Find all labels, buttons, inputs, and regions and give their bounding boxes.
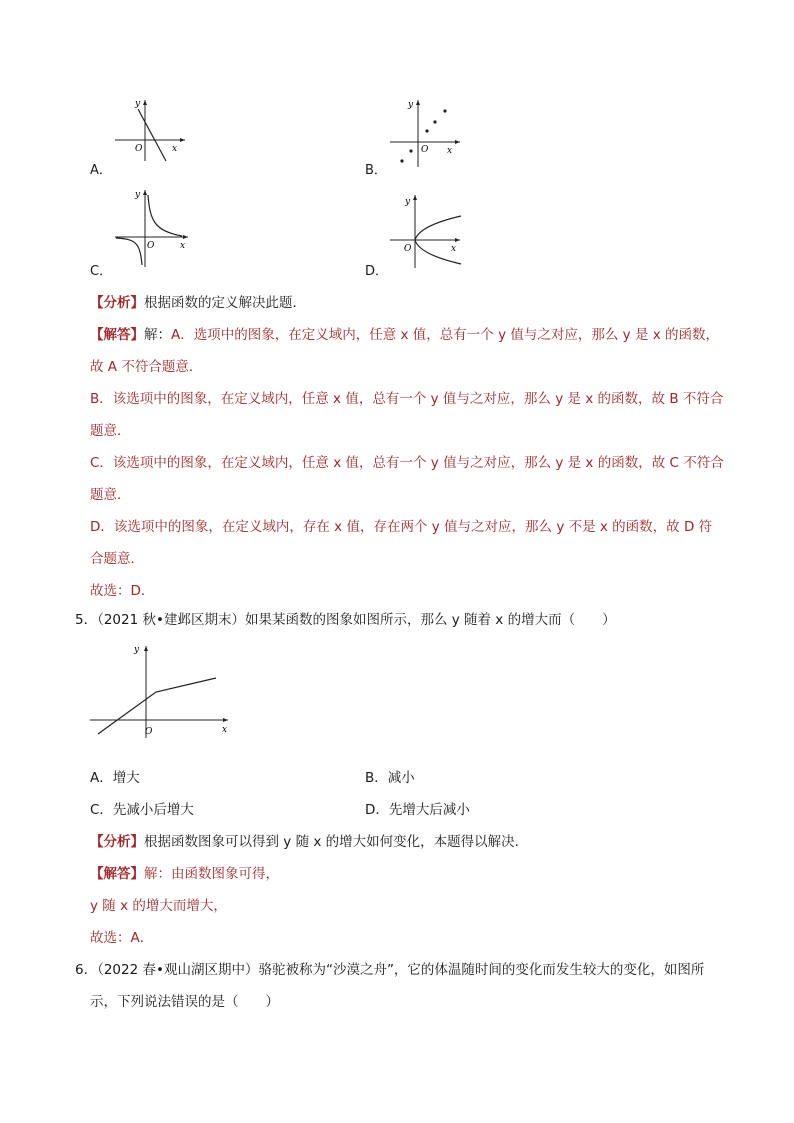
analysis-tag: 【分析】 [90,295,144,311]
solution-a-text: A．选项中的图象，在定义域内，任意 x 值，总有一个 y 值与之对应，那么 y 是 x 的函数， [171,327,720,343]
analysis-text: 根据函数图象可以得到 y 随 x 的增大如何变化，本题得以解决． [144,834,529,850]
q5-answer-line-2: y 随 x 的增大而增大， [90,898,227,914]
q5-option-c: C．先减小后增大 [90,802,194,818]
axis-y-label: y [135,190,141,200]
axis-y-label: y [134,645,140,655]
q5-option-a: A．增大 [90,770,140,786]
axis-y-label: y [135,99,141,109]
q5-option-d: D．先增大后减小 [365,802,470,818]
option-a-label: A． [90,163,112,178]
q5-analysis [90,832,730,852]
scatter-point [443,109,446,112]
q6-stem-line-1: 6．（2022 春•观山湖区期中）骆驼被称为“沙漠之舟”，它的体温随时间的变化而发生较大的变化，如图所 [75,962,705,978]
graph-option-c [110,185,195,270]
answer-tag: 【解答】 [90,866,144,882]
axis-origin-label: O [135,144,143,154]
q4-solution-c-line-1: C．该选项中的图象，在定义域内，任意 x 值，总有一个 y 值与之对应，那么 y 是 x 的函数，故 C 不符合 [90,455,724,471]
axis-y-label: y [408,100,414,110]
analysis-text: 根据函数的定义解决此题． [144,295,306,311]
graph-option-a [110,95,190,165]
graph-option-d [385,190,470,270]
option-d-label: D． [365,264,389,279]
scatter-point [400,159,403,162]
option-c-label: C． [90,264,113,279]
axis-x-label: x [447,146,453,156]
analysis-tag: 【分析】 [90,834,144,850]
axis-origin-label: O [145,727,153,737]
q4-answer-line-2: 故 A 不符合题意． [90,359,203,375]
q4-solution-d-line-2: 合题意． [90,551,144,567]
q4-analysis [90,293,730,313]
axis-origin-label: O [421,145,429,155]
axis-x-label: x [172,144,178,154]
q4-solution-b-line-2: 题意． [90,423,131,439]
graph-option-b [385,95,470,170]
q5-option-b: B．减小 [365,770,415,786]
q6-stem-line-2: 示，下列说法错误的是（ ） [90,994,279,1010]
q4-choice: 故选：D． [90,583,155,599]
q5-choice: 故选：A． [90,930,154,946]
q4-solution-c-line-2: 题意． [90,487,131,503]
scatter-point [433,120,436,123]
scatter-point [425,129,428,132]
option-b-label: B． [365,163,387,178]
axis-x-label: x [180,241,186,251]
axis-origin-label: O [404,244,412,254]
answer-tag: 【解答】 [90,327,144,343]
axis-y-label: y [405,197,411,207]
q4-answer-line-1 [90,325,730,345]
q5-stem: 5．（2021 秋•建邺区期末）如果某函数的图象如图所示，那么 y 随着 x 的增大而（ ） [75,612,616,628]
answer-text: 解：由函数图象可得， [144,866,279,882]
q4-solution-d-line-1: D．该选项中的图象，在定义域内，存在 x 值，存在两个 y 值与之对应，那么 y 不是 x 的函数，故 D 符 [90,519,713,535]
q4-solution-b-line-1: B．该选项中的图象，在定义域内，任意 x 值，总有一个 y 值与之对应，那么 y 是 x 的函数，故 B 不符合 [90,391,724,407]
scatter-point [409,149,412,152]
axis-x-label: x [222,725,228,735]
q5-answer [90,864,730,884]
axis-x-label: x [451,244,457,254]
q5-graph [88,640,238,740]
axis-origin-label: O [147,241,155,251]
answer-intro: 解： [144,327,171,343]
